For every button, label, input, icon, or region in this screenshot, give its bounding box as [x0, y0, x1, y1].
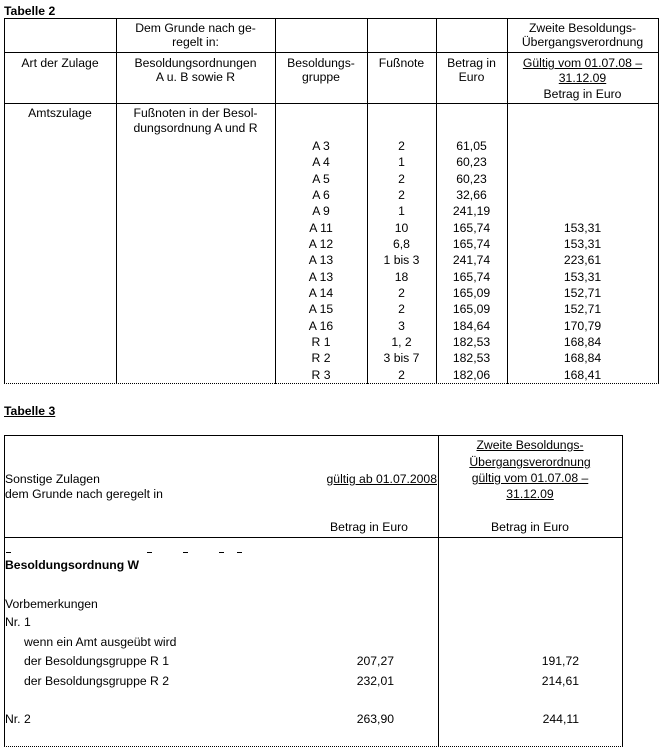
t2-cell-betrag2: 153,31 [563, 237, 602, 251]
t3-header-sonstige-line1: Sonstige Zulagen [5, 472, 100, 486]
t2-cell-gruppe: A 3 [312, 139, 330, 153]
t2-header-betrag-line1: Betrag in [447, 56, 496, 70]
t2-cell-betrag: 165,09 [452, 286, 491, 300]
t2-note-line2: dungsordnung A und R [133, 121, 258, 135]
t2-cell-gruppe: A 13 [308, 253, 334, 267]
t2-header-gruppe-line2: gruppe [302, 70, 340, 84]
t2-cell-betrag: 165,74 [452, 237, 491, 251]
t2-cell-betrag: 182,06 [452, 368, 491, 382]
t2-cell-fussnote: 3 bis 7 [383, 351, 420, 365]
t2-cell-betrag2: 152,71 [563, 302, 602, 316]
t2-cell-fussnote: 1 [398, 204, 405, 218]
t3-row-value-a: 263,90 [356, 712, 394, 726]
t2-cell-fussnote: 2 [398, 302, 405, 316]
t2-cell-gruppe: R 2 [311, 351, 331, 365]
t2-cell-gruppe: A 5 [312, 172, 330, 186]
t2-cell-fussnote: 18 [394, 270, 409, 284]
t2-cell-betrag: 182,53 [452, 351, 491, 365]
t2-header-gueltig-line1: Gültig vom 01.07.08 – [522, 56, 643, 70]
t2-cell-betrag: 60,23 [456, 155, 487, 169]
t3-header-betrag-b: Betrag in Euro [491, 520, 569, 534]
t2-cell-betrag2: 223,61 [563, 253, 602, 267]
t3-row-label: Nr. 2 [5, 712, 31, 726]
t3-row-value-b: 244,11 [542, 712, 579, 726]
t3-header-zweite-line4: 31.12.09 [506, 487, 554, 501]
t2-cell-fussnote: 2 [398, 188, 405, 202]
t3-header-zweite-line2: Übergangsverordnung [469, 455, 591, 469]
t2-cell-betrag: 60,23 [456, 172, 487, 186]
t2-cell-fussnote: 2 [398, 286, 405, 300]
t2-cell-betrag: 165,74 [452, 270, 491, 284]
t2-cell-betrag: 241,19 [452, 204, 491, 218]
t2-cell-gruppe: R 1 [311, 335, 331, 349]
t2-cell-gruppe: A 15 [308, 302, 334, 316]
t2-cell-fussnote: 1 bis 3 [383, 253, 420, 267]
t3-section-title: Besoldungsordnung W [5, 558, 140, 572]
t2-cell-gruppe: A 16 [308, 319, 334, 333]
t2-cell-fussnote: 2 [398, 172, 405, 186]
t2-cell-fussnote: 3 [398, 319, 405, 333]
t2-cell-gruppe: A 6 [312, 188, 330, 202]
t2-cell-betrag: 184,64 [452, 319, 491, 333]
t3-header-betrag-a: Betrag in Euro [330, 520, 408, 534]
t2-cell-betrag: 61,05 [456, 139, 487, 153]
t2-cell-fussnote: 1, 2 [391, 335, 412, 349]
t3-header-gueltig-ab: gültig ab 01.07.2008 [326, 472, 437, 486]
t3-row-value-a: 232,01 [356, 674, 394, 688]
t3-nr1: Nr. 1 [5, 615, 31, 629]
tabelle3-title: Tabelle 3 [4, 404, 56, 418]
t2-cell-gruppe: A 4 [312, 155, 330, 169]
tabelle2-title: Tabelle 2 [4, 4, 56, 18]
t2-cell-gruppe: A 11 [309, 221, 333, 235]
t2-art-cell: Amtszulage [28, 106, 92, 120]
t2-cell-betrag: 182,53 [452, 335, 491, 349]
t2-header-betrag-line2: Euro [458, 70, 485, 84]
t2-cell-betrag: 165,09 [452, 302, 491, 316]
t2-note-line1: Fußnoten in der Besol- [133, 106, 258, 120]
t2-header-gruppe-line1: Besoldungs- [287, 56, 355, 70]
t3-row-value-a: 207,27 [356, 654, 394, 668]
t2-cell-gruppe: A 12 [308, 237, 334, 251]
t2-cell-betrag: 165,74 [452, 221, 491, 235]
t2-cell-betrag: 241,74 [452, 253, 491, 267]
t2-header-besold-line2: A u. B sowie R [155, 70, 236, 84]
t3-row-label: der Besoldungsgruppe R 2 [24, 674, 169, 688]
t2-cell-betrag: 32,66 [456, 188, 487, 202]
t2-header-besold-line1: Besoldungsordnungen [134, 56, 257, 70]
t2-header-grund-line1: Dem Grunde nach ge- [135, 21, 256, 35]
t2-cell-betrag2: 168,84 [563, 335, 602, 349]
t3-row-label: der Besoldungsgruppe R 1 [24, 654, 169, 668]
t3-wenn: wenn ein Amt ausgeübt wird [24, 635, 177, 649]
t2-header-zweite-line1: Zweite Besoldungs- [528, 21, 637, 35]
t3-header-zweite-line3: gültig vom 01.07.08 – [471, 471, 589, 485]
t2-header-gueltig-line2: 31.12.09 [558, 71, 607, 85]
t2-cell-gruppe: A 13 [308, 270, 334, 284]
t2-cell-gruppe: R 3 [311, 368, 331, 382]
t2-cell-gruppe: A 14 [308, 286, 334, 300]
t3-vorbemerkungen: Vorbemerkungen [5, 597, 98, 611]
t2-header-grund-line2: regelt in: [172, 35, 219, 49]
t3-header-zweite-line1: Zweite Besoldungs- [476, 438, 584, 452]
t2-cell-betrag2: 152,71 [563, 286, 602, 300]
t2-cell-betrag2: 168,84 [563, 351, 602, 365]
t2-cell-betrag2: 153,31 [563, 270, 602, 284]
t2-cell-betrag2: 170,79 [563, 319, 602, 333]
t3-header-sonstige-line2: dem Grunde nach geregelt in [5, 487, 163, 501]
t2-cell-betrag2: 168,41 [563, 368, 602, 382]
t2-cell-fussnote: 6,8 [393, 237, 410, 251]
t3-row-value-b: 191,72 [541, 654, 579, 668]
t2-cell-betrag2: 153,31 [563, 221, 602, 235]
t2-cell-fussnote: 1 [398, 155, 405, 169]
t2-header-zweite-line2: Übergangsverordnung [521, 35, 644, 49]
t3-row-value-b: 214,61 [541, 674, 579, 688]
t2-header-fussnote: Fußnote [378, 56, 425, 70]
t2-header-art: Art der Zulage [21, 56, 99, 70]
t2-cell-fussnote: 2 [398, 368, 405, 382]
t2-cell-fussnote: 10 [394, 221, 409, 235]
t2-cell-gruppe: A 9 [312, 204, 330, 218]
t2-cell-fussnote: 2 [398, 139, 405, 153]
t2-header-gueltig-line3: Betrag in Euro [543, 87, 622, 101]
